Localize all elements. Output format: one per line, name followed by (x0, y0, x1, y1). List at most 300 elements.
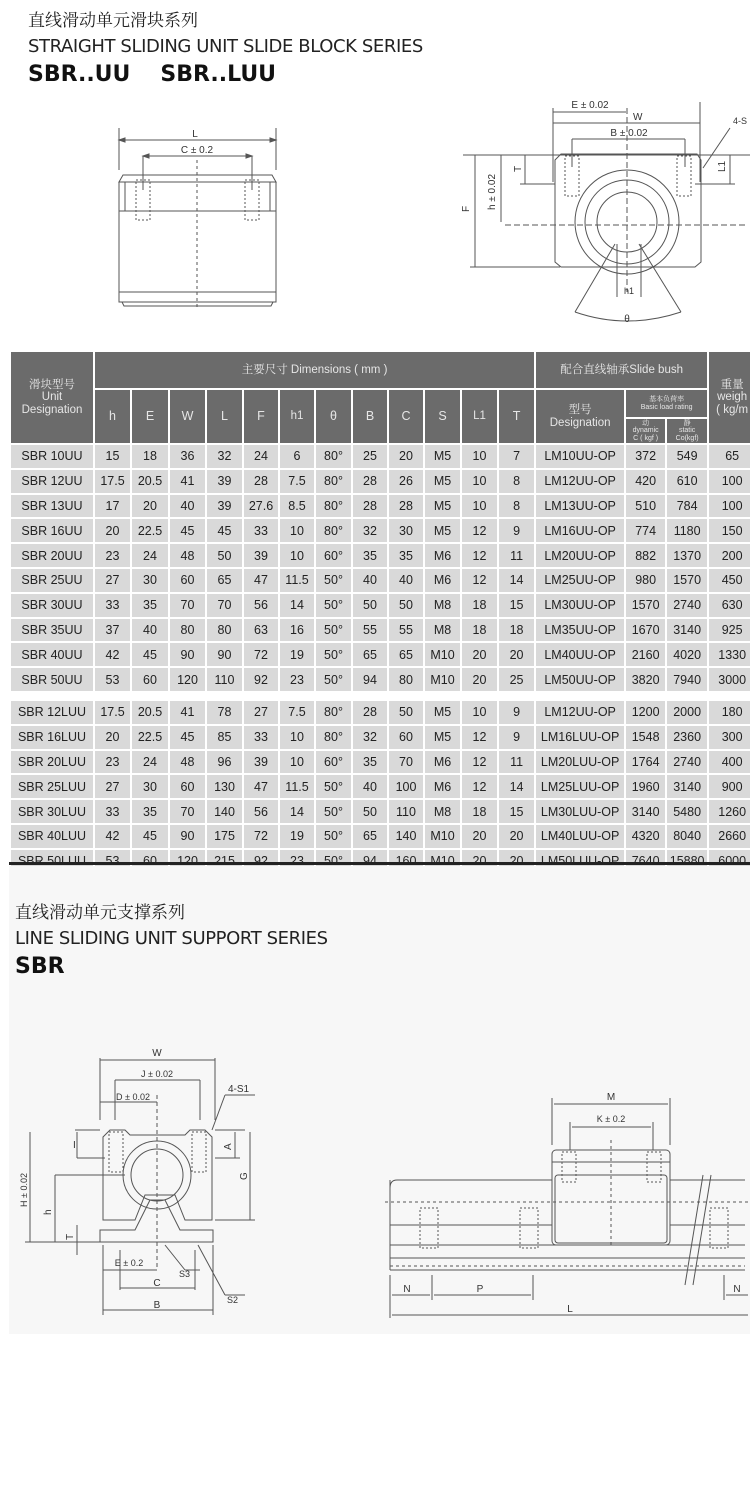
table-cell: 42 (95, 825, 130, 848)
header-col-E: E (132, 390, 168, 443)
table-cell: 40 (132, 619, 168, 642)
table-cell: 70 (170, 594, 205, 617)
table-cell: 510 (626, 495, 665, 518)
table-cell: M5 (425, 726, 460, 749)
label-M: M (606, 1092, 616, 1103)
table-cell: 100 (389, 775, 423, 798)
section-divider (9, 862, 750, 865)
label-theta: θ (624, 314, 630, 325)
table-cell: 28 (353, 495, 387, 518)
spec-table (9, 350, 750, 875)
table-cell: 882 (626, 544, 665, 567)
table-cell: 33 (244, 726, 278, 749)
label-J: J ± 0.02 (141, 1069, 173, 1079)
table-cell: 120 (170, 668, 205, 691)
table-cell: 45 (132, 643, 168, 666)
unit-designation-cell: SBR 40LUU (11, 825, 93, 848)
unit-designation-cell: SBR 30UU (11, 594, 93, 617)
table-gap (11, 693, 750, 699)
table-cell: 22.5 (132, 519, 168, 542)
table-cell: 7 (499, 445, 534, 468)
table-cell: 25 (499, 668, 534, 691)
table-cell: LM30LUU-OP (536, 800, 624, 823)
table-cell: 100 (709, 470, 750, 493)
table-cell: LM12UU-OP (536, 701, 624, 724)
label-4-S: 4-S (733, 116, 748, 126)
table-cell: 3820 (626, 668, 665, 691)
table-cell: 14 (280, 594, 314, 617)
label-L1: L1 (717, 160, 728, 172)
table-cell: 47 (244, 775, 278, 798)
table-cell: 41 (170, 701, 205, 724)
label-S3: S3 (179, 1269, 191, 1279)
table-cell: LM20LUU-OP (536, 751, 624, 774)
table-cell: 20 (462, 643, 497, 666)
table-cell: 27 (244, 701, 278, 724)
label-h1: h1 (623, 286, 635, 296)
label-N-right: N (733, 1284, 741, 1295)
table-cell: 12 (462, 726, 497, 749)
table-cell: 10 (462, 701, 497, 724)
label-C2: C (153, 1278, 161, 1289)
header-col-h: h (95, 390, 130, 443)
luu-table-row (11, 800, 750, 823)
header-col-L: L (207, 390, 242, 443)
table-cell: 65 (207, 569, 242, 592)
unit-designation-cell: SBR 16UU (11, 519, 93, 542)
label-L: L (192, 129, 198, 140)
table-cell: 8040 (667, 825, 707, 848)
label-W2: W (152, 1048, 162, 1059)
table-cell: 1370 (667, 544, 707, 567)
table-cell: 17.5 (95, 701, 130, 724)
table-cell: 9 (499, 519, 534, 542)
table-cell: 45 (132, 825, 168, 848)
table-cell: M5 (425, 445, 460, 468)
table-cell: 4020 (667, 643, 707, 666)
table-cell: 72 (244, 825, 278, 848)
table-cell: LM50UU-OP (536, 668, 624, 691)
table-cell: 1200 (626, 701, 665, 724)
table-cell: 130 (207, 775, 242, 798)
table-cell: 50° (316, 619, 351, 642)
table-cell: 20 (462, 668, 497, 691)
table-cell: 63 (244, 619, 278, 642)
table-cell: 4320 (626, 825, 665, 848)
table-cell: 40 (353, 569, 387, 592)
uu-table-row (11, 519, 750, 542)
table-cell: 60 (170, 775, 205, 798)
table-cell: 55 (353, 619, 387, 642)
table-cell: 15 (95, 445, 130, 468)
table-cell: 7.5 (280, 470, 314, 493)
table-cell: 1548 (626, 726, 665, 749)
label-E: E ± 0.02 (571, 100, 609, 111)
unit-designation-cell: SBR 16LUU (11, 726, 93, 749)
unit-designation-cell: SBR 12LUU (11, 701, 93, 724)
label-G: G (239, 1172, 250, 1180)
header-bush-designation: 型号 Designation (536, 390, 624, 443)
table-cell: 10 (280, 544, 314, 567)
table-cell: 450 (709, 569, 750, 592)
table-cell: 42 (95, 643, 130, 666)
table-cell: 27 (95, 775, 130, 798)
table-cell: LM40UU-OP (536, 643, 624, 666)
table-cell: M5 (425, 495, 460, 518)
table-cell: 39 (244, 544, 278, 567)
table-cell: 2740 (667, 594, 707, 617)
section1-title-en: STRAIGHT SLIDING UNIT SLIDE BLOCK SERIES (28, 36, 423, 57)
table-cell: 630 (709, 594, 750, 617)
luu-table-row (11, 751, 750, 774)
table-cell: 32 (353, 519, 387, 542)
header-dimensions: 主要尺寸 Dimensions ( mm ) (95, 352, 534, 388)
label-4-S1: 4-S1 (228, 1084, 250, 1095)
table-cell: 28 (353, 470, 387, 493)
luu-table-row (11, 701, 750, 724)
slide-block-side-drawing (100, 120, 300, 310)
table-cell: 11.5 (280, 569, 314, 592)
label-N-left: N (403, 1284, 411, 1295)
table-cell: 45 (207, 519, 242, 542)
uu-table-row (11, 594, 750, 617)
label-B2: B (153, 1300, 161, 1311)
table-cell: 11 (499, 544, 534, 567)
table-cell: 1670 (626, 619, 665, 642)
table-cell: 40 (170, 495, 205, 518)
table-cell: 50° (316, 825, 351, 848)
table-cell: M8 (425, 800, 460, 823)
table-cell: 40 (389, 569, 423, 592)
header-slide-bush: 配合直线轴承Slide bush (536, 352, 707, 388)
unit-designation-cell: SBR 20LUU (11, 751, 93, 774)
table-cell: 20 (499, 643, 534, 666)
table-cell: 3140 (626, 800, 665, 823)
table-cell: 35 (132, 800, 168, 823)
table-cell: 27.6 (244, 495, 278, 518)
table-cell: 24 (132, 751, 168, 774)
table-cell: LM25UU-OP (536, 569, 624, 592)
table-cell: 70 (170, 800, 205, 823)
table-cell: 1260 (709, 800, 750, 823)
label-D: D ± 0.02 (116, 1092, 150, 1102)
table-cell: 26 (389, 470, 423, 493)
header-col-W: W (170, 390, 205, 443)
header-unit-designation: 滑块型号 Unit Designation (11, 352, 93, 443)
table-cell: 80° (316, 701, 351, 724)
table-cell: 35 (353, 544, 387, 567)
table-cell: 14 (280, 800, 314, 823)
table-cell: 94 (353, 668, 387, 691)
table-cell: 65 (709, 445, 750, 468)
table-cell: 150 (709, 519, 750, 542)
table-cell: 12 (462, 569, 497, 592)
table-cell: 30 (389, 519, 423, 542)
table-cell: 32 (353, 726, 387, 749)
label-h: h ± 0.02 (487, 173, 498, 211)
label-T2: T (65, 1233, 76, 1240)
table-cell: 55 (389, 619, 423, 642)
table-cell: 80 (207, 619, 242, 642)
table-cell: LM40LUU-OP (536, 825, 624, 848)
table-cell: 50° (316, 569, 351, 592)
table-cell: 12 (462, 544, 497, 567)
table-cell: 140 (207, 800, 242, 823)
label-E2: E ± 0.2 (114, 1258, 144, 1268)
table-cell: 80° (316, 495, 351, 518)
uu-table-row (11, 668, 750, 691)
table-cell: 1764 (626, 751, 665, 774)
table-cell: 39 (207, 495, 242, 518)
label-C: C ± 0.2 (180, 145, 214, 156)
table-cell: 28 (353, 701, 387, 724)
table-cell: 50° (316, 594, 351, 617)
uu-table-row (11, 495, 750, 518)
table-cell: 22.5 (132, 726, 168, 749)
table-cell: 110 (389, 800, 423, 823)
support-end-drawing (15, 1040, 275, 1330)
table-cell: 19 (280, 825, 314, 848)
table-cell: 53 (95, 668, 130, 691)
table-cell: 175 (207, 825, 242, 848)
table-cell: 7940 (667, 668, 707, 691)
header-col-theta: θ (316, 390, 351, 443)
table-cell: 41 (170, 470, 205, 493)
unit-designation-cell: SBR 13UU (11, 495, 93, 518)
table-cell: 1570 (667, 569, 707, 592)
table-cell: 2000 (667, 701, 707, 724)
luu-table-row (11, 726, 750, 749)
table-cell: 18 (462, 619, 497, 642)
table-cell: 65 (353, 643, 387, 666)
label-A: A (223, 1143, 234, 1150)
header-dynamic: 动 dynamic C ( kgf ) (626, 419, 665, 443)
table-cell: 33 (95, 800, 130, 823)
uu-rows (11, 445, 750, 691)
table-cell: 10 (462, 470, 497, 493)
table-cell: 7.5 (280, 701, 314, 724)
table-cell: 200 (709, 544, 750, 567)
label-h2: h (43, 1209, 54, 1215)
table-cell: M6 (425, 751, 460, 774)
table-cell: 774 (626, 519, 665, 542)
table-cell: 36 (170, 445, 205, 468)
label-B: B ± 0.02 (610, 128, 648, 139)
table-cell: 60° (316, 544, 351, 567)
table-cell: 20 (499, 825, 534, 848)
table-cell: 372 (626, 445, 665, 468)
section2-title-en: LINE SLIDING UNIT SUPPORT SERIES (15, 928, 328, 949)
table-cell: 6 (280, 445, 314, 468)
section2-model: SBR (15, 954, 65, 979)
table-cell: 35 (389, 544, 423, 567)
table-cell: LM13UU-OP (536, 495, 624, 518)
table-cell: 12 (462, 519, 497, 542)
table-cell: 48 (170, 544, 205, 567)
table-cell: 10 (462, 445, 497, 468)
label-S2: S2 (227, 1295, 239, 1305)
table-cell: 33 (95, 594, 130, 617)
uu-table-row (11, 569, 750, 592)
table-cell: 28 (389, 495, 423, 518)
table-cell: 140 (389, 825, 423, 848)
table-cell: 18 (499, 619, 534, 642)
header-col-S: S (425, 390, 460, 443)
label-P: P (476, 1284, 484, 1295)
table-cell: 20.5 (132, 701, 168, 724)
header-col-F: F (244, 390, 278, 443)
table-cell: 72 (244, 643, 278, 666)
support-side-drawing (385, 1080, 750, 1320)
table-cell: 50° (316, 668, 351, 691)
table-cell: 8 (499, 495, 534, 518)
table-cell: LM16UU-OP (536, 519, 624, 542)
table-cell: 80 (389, 668, 423, 691)
table-cell: 14 (499, 569, 534, 592)
section1-title-cn: 直线滑动单元滑块系列 (28, 11, 198, 31)
table-cell: M5 (425, 519, 460, 542)
unit-designation-cell: SBR 50UU (11, 668, 93, 691)
uu-table-row (11, 470, 750, 493)
table-cell: M10 (425, 825, 460, 848)
table-cell: 300 (709, 726, 750, 749)
table-cell: 65 (353, 825, 387, 848)
table-cell: 9 (499, 726, 534, 749)
table-cell: 14 (499, 775, 534, 798)
label-W: W (633, 112, 643, 123)
table-cell: 50 (353, 800, 387, 823)
table-cell: 80 (170, 619, 205, 642)
table-cell: 48 (170, 751, 205, 774)
table-cell: 33 (244, 519, 278, 542)
table-cell: 50° (316, 775, 351, 798)
table-cell: 1570 (626, 594, 665, 617)
table-cell: 2660 (709, 825, 750, 848)
table-cell: 50° (316, 800, 351, 823)
table-cell: 15 (499, 800, 534, 823)
table-cell: 20 (95, 519, 130, 542)
unit-designation-cell: SBR 30LUU (11, 800, 93, 823)
table-cell: 180 (709, 701, 750, 724)
table-cell: 19 (280, 643, 314, 666)
luu-rows (11, 701, 750, 873)
table-cell: 10 (280, 519, 314, 542)
table-cell: 56 (244, 594, 278, 617)
table-cell: 17 (95, 495, 130, 518)
table-cell: 90 (170, 825, 205, 848)
label-F: F (461, 205, 472, 212)
table-cell: 39 (207, 470, 242, 493)
table-cell: 980 (626, 569, 665, 592)
table-cell: 47 (244, 569, 278, 592)
unit-designation-cell: SBR 12UU (11, 470, 93, 493)
table-cell: 90 (170, 643, 205, 666)
uu-table-row (11, 619, 750, 642)
table-cell: 28 (244, 470, 278, 493)
slide-block-front-drawing (455, 92, 750, 332)
table-cell: 80° (316, 519, 351, 542)
table-cell: 35 (353, 751, 387, 774)
table-cell: 8.5 (280, 495, 314, 518)
table-cell: 18 (462, 594, 497, 617)
table-cell: 900 (709, 775, 750, 798)
model-luu: SBR..LUU (160, 62, 277, 87)
uu-table-row (11, 544, 750, 567)
table-cell: 549 (667, 445, 707, 468)
table-cell: 2360 (667, 726, 707, 749)
unit-designation-cell: SBR 25LUU (11, 775, 93, 798)
table-cell: 37 (95, 619, 130, 642)
table-cell: 80° (316, 445, 351, 468)
header-static: 静 static Co(kgf) (667, 419, 707, 443)
table-cell: 50 (207, 544, 242, 567)
table-cell: 110 (207, 668, 242, 691)
table-cell: LM12UU-OP (536, 470, 624, 493)
table-cell: 18 (462, 800, 497, 823)
luu-table-row (11, 825, 750, 848)
table-cell: 23 (95, 544, 130, 567)
table-cell: 610 (667, 470, 707, 493)
table-cell: 35 (132, 594, 168, 617)
table-cell: 39 (244, 751, 278, 774)
header-col-T: T (499, 390, 534, 443)
uu-table-row (11, 445, 750, 468)
table-cell: 784 (667, 495, 707, 518)
table-cell: M6 (425, 775, 460, 798)
table-cell: LM20UU-OP (536, 544, 624, 567)
table-cell: 78 (207, 701, 242, 724)
table-cell: 30 (132, 775, 168, 798)
table-cell: 65 (389, 643, 423, 666)
table-cell: 20.5 (132, 470, 168, 493)
table-cell: 50° (316, 643, 351, 666)
table-cell: 32 (207, 445, 242, 468)
table-cell: 90 (207, 643, 242, 666)
table-cell: 20 (95, 726, 130, 749)
table-cell: LM30UU-OP (536, 594, 624, 617)
table-cell: 16 (280, 619, 314, 642)
table-cell: 15 (499, 594, 534, 617)
header-col-C: C (389, 390, 423, 443)
table-cell: 70 (207, 594, 242, 617)
table-cell: 45 (170, 726, 205, 749)
table-cell: 5480 (667, 800, 707, 823)
table-cell: 1180 (667, 519, 707, 542)
table-cell: 27 (95, 569, 130, 592)
table-cell: 100 (709, 495, 750, 518)
uu-table-row (11, 643, 750, 666)
section1-models (28, 62, 306, 87)
table-cell: LM16LUU-OP (536, 726, 624, 749)
table-cell: 23 (280, 668, 314, 691)
label-H: H ± 0.02 (19, 1173, 29, 1207)
label-K: K ± 0.2 (596, 1114, 626, 1124)
luu-table-row (11, 775, 750, 798)
table-cell: M6 (425, 544, 460, 567)
table-cell: M8 (425, 619, 460, 642)
unit-designation-cell: SBR 40UU (11, 643, 93, 666)
table-cell: 60° (316, 751, 351, 774)
unit-designation-cell: SBR 35UU (11, 619, 93, 642)
table-cell: 1330 (709, 643, 750, 666)
table-cell: 50 (389, 594, 423, 617)
table-cell: 30 (132, 569, 168, 592)
table-cell: 1960 (626, 775, 665, 798)
table-cell: 12 (462, 751, 497, 774)
table-cell: 925 (709, 619, 750, 642)
table-cell: 24 (132, 544, 168, 567)
table-cell: 20 (462, 825, 497, 848)
